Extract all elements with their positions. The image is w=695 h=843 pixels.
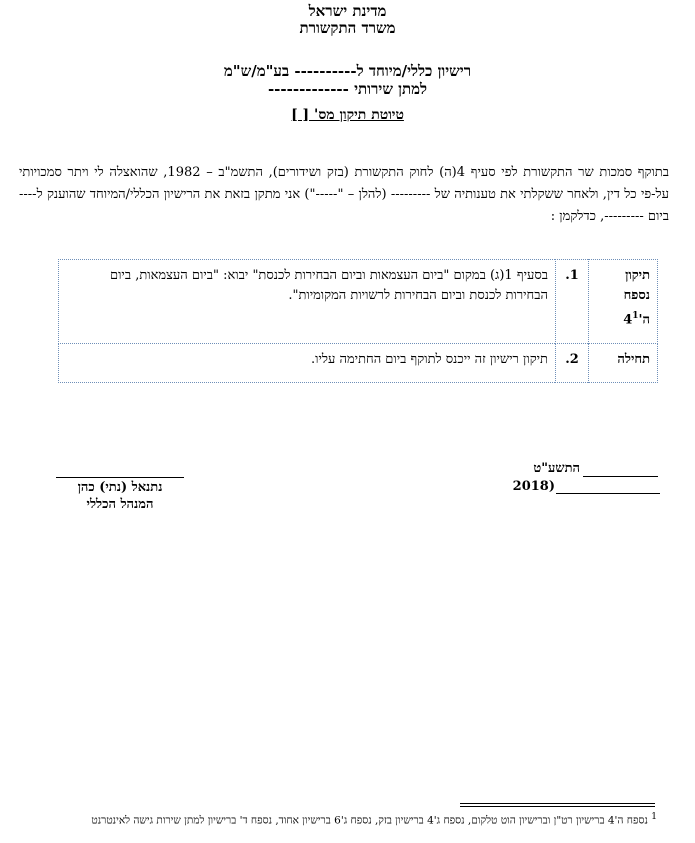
footnote-separator (460, 806, 655, 807)
date-year: (2018 (512, 479, 555, 494)
license-title-line2: למתן שירותי ------------- (267, 80, 428, 98)
amendment-number: 2. (556, 344, 589, 383)
table-row (59, 260, 658, 344)
footnote-text: נספח ה'4 ברישיון רט"ן וברישיון הוט טלקום, נספח ג'4 ברישיון בזק, נספח ג'6 ברישיון אחוד, נספח ד' ברישיון למתן שירות גישה לאינטרנט (91, 814, 648, 827)
date-line-hebrew (583, 476, 658, 477)
signer-title: המנהל הכללי (86, 497, 154, 512)
amendment-text: בסעיף 1(ג) במקום "ביום העצמאות וביום הבחירות לכנסת" יבוא: "ביום העצמאות, ביום הבחירות לכנסת וביום הבחירות לרשויות המקומיות". (59, 260, 556, 344)
ministry-heading: משרד התקשורת (299, 19, 396, 37)
footnote-number: 1 (651, 812, 657, 822)
footnote-separator (460, 803, 655, 804)
date-line-gregorian (556, 493, 660, 494)
license-title-line1: רישיון כללי/מיוחד ל---------- בע"מ/ש"מ (223, 62, 472, 80)
amendment-label: תחילה (589, 344, 658, 383)
amendment-number: 1. (556, 260, 589, 344)
signature-line (56, 477, 184, 478)
footnote-ref[interactable]: 1 (632, 311, 639, 321)
amendment-label: תיקון נספח $ה'4^1$ (589, 260, 658, 344)
amendment-text: תיקון רישיון זה ייכנס לתוקף ביום החתימה עליו. (59, 344, 556, 383)
state-heading: מדינת ישראל (308, 2, 387, 20)
table-row (59, 344, 658, 383)
signer-name: נתנאל (נתי) כהן (77, 480, 163, 495)
intro-paragraph: בתוקף סמכות שר התקשורת לפי סעיף 4(ה) לחוק התקשורת (בזק ושידורים), התשמ"ב – 1982, שהואצלה לי ויתר סמכויותי על-פי כל דין, ולאחר ששקלתי את טענותיה של --------- (להלן – "-----") אני מתקן בזאת את הרישיון הכללי/המיוחד שהוענק ל---- ביום ---------, כדלקמן : (19, 165, 670, 224)
date-hebrew: התשע"ט (533, 461, 580, 476)
amendments-table (58, 259, 658, 383)
draft-title: טיוטת תיקון מס' [ ] (291, 107, 404, 123)
footnote (57, 810, 657, 829)
